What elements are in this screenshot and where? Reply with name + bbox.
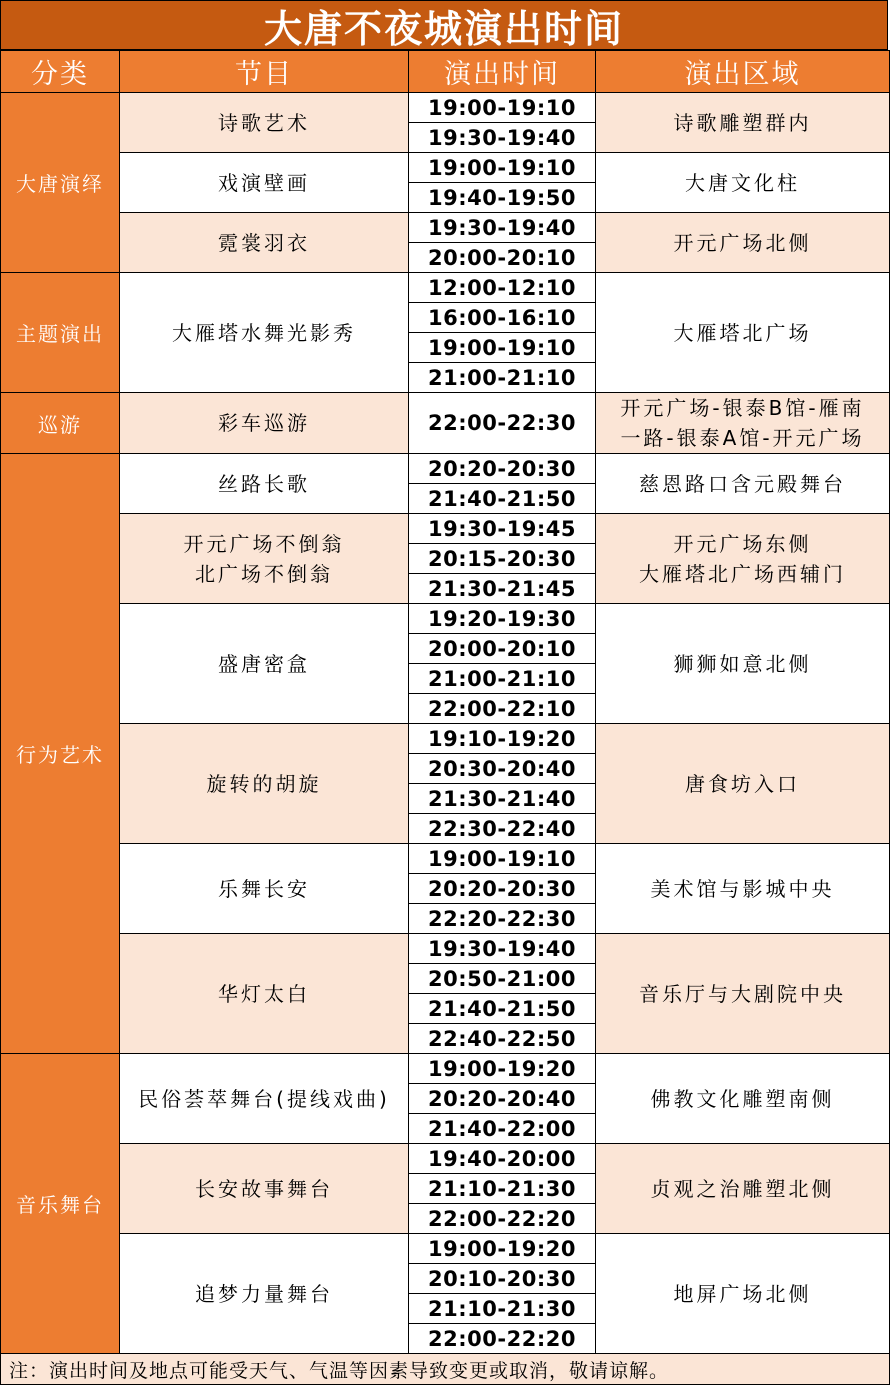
text-line: 华灯太白 — [218, 981, 310, 1006]
text-line: 诗歌雕塑群内 — [673, 110, 812, 135]
text-line: 诗歌艺术 — [218, 110, 310, 135]
text-line: 狮狮如意北侧 — [673, 651, 812, 676]
location-cell — [596, 724, 890, 844]
time-cell: 21:40-21:50 — [409, 484, 596, 514]
program-cell — [120, 844, 409, 934]
text-line: 大雁塔水舞光影秀 — [172, 320, 356, 345]
text-line: 音乐厅与大剧院中央 — [639, 981, 846, 1006]
time-cell: 22:00-22:20 — [409, 1204, 596, 1234]
time-cell: 20:00-20:10 — [409, 634, 596, 664]
program-cell — [120, 1234, 409, 1354]
table-row — [1, 213, 890, 243]
time-cell: 20:20-20:40 — [409, 1084, 596, 1114]
text-line: 北广场不倒翁 — [195, 561, 333, 586]
table-row — [1, 604, 890, 634]
text-line: 戏演壁画 — [218, 170, 310, 195]
program-cell — [120, 1144, 409, 1234]
time-cell: 19:20-19:30 — [409, 604, 596, 634]
time-cell: 19:00-19:10 — [409, 93, 596, 123]
table-row — [1, 934, 890, 964]
time-cell: 21:30-21:40 — [409, 784, 596, 814]
time-cell: 22:00-22:30 — [409, 393, 596, 454]
time-cell: 19:10-19:20 — [409, 724, 596, 754]
time-cell: 19:00-19:20 — [409, 1234, 596, 1264]
time-cell: 20:20-20:30 — [409, 454, 596, 484]
location-cell — [596, 213, 890, 273]
category-cell: 音乐舞台 — [1, 1054, 120, 1354]
header-location: 演出区域 — [596, 51, 890, 93]
text-line: 霓裳羽衣 — [218, 230, 310, 255]
text-line: 大唐文化柱 — [685, 170, 800, 195]
location-cell — [596, 153, 890, 213]
time-cell: 20:50-21:00 — [409, 964, 596, 994]
table-row — [1, 1144, 890, 1174]
time-cell: 19:40-19:50 — [409, 183, 596, 213]
time-cell: 19:30-19:45 — [409, 514, 596, 544]
table-row — [1, 93, 890, 123]
program-cell — [120, 273, 409, 393]
time-cell: 22:00-22:20 — [409, 1324, 596, 1354]
header-program: 节目 — [120, 51, 409, 93]
location-cell — [596, 454, 890, 514]
time-cell: 21:00-21:10 — [409, 664, 596, 694]
program-cell — [120, 1054, 409, 1144]
time-cell: 19:00-19:10 — [409, 333, 596, 363]
time-cell: 21:30-21:45 — [409, 574, 596, 604]
location-cell — [596, 1144, 890, 1234]
category-cell: 大唐演绎 — [1, 93, 120, 273]
time-cell: 20:15-20:30 — [409, 544, 596, 574]
time-cell: 22:40-22:50 — [409, 1024, 596, 1054]
text-line: 开元广场东侧 — [673, 531, 812, 556]
location-cell — [596, 1234, 890, 1354]
text-line: 追梦力量舞台 — [195, 1281, 333, 1306]
header-category: 分类 — [1, 51, 120, 93]
header-time: 演出时间 — [409, 51, 596, 93]
table-row — [1, 273, 890, 303]
time-cell: 20:30-20:40 — [409, 754, 596, 784]
time-cell: 16:00-16:10 — [409, 303, 596, 333]
text-line: 一路-银泰A馆-开元广场 — [620, 426, 865, 450]
location-cell — [596, 844, 890, 934]
text-line: 唐食坊入口 — [685, 771, 800, 796]
note-row — [1, 1354, 890, 1385]
time-cell: 21:40-22:00 — [409, 1114, 596, 1144]
text-line: 大雁塔北广场 — [673, 320, 812, 345]
text-line: 大雁塔北广场西辅门 — [639, 561, 846, 586]
text-line: 乐舞长安 — [218, 876, 310, 901]
text-line: 开元广场-银泰B馆-雁南 — [620, 396, 865, 420]
time-cell: 12:00-12:10 — [409, 273, 596, 303]
time-cell: 21:10-21:30 — [409, 1294, 596, 1324]
text-line: 地屏广场北侧 — [673, 1281, 812, 1306]
category-cell: 主题演出 — [1, 273, 120, 393]
schedule-body — [1, 51, 890, 1385]
category-cell: 行为艺术 — [1, 454, 120, 1054]
text-line: 开元广场不倒翁 — [183, 531, 345, 556]
program-cell — [120, 514, 409, 604]
table-row — [1, 1054, 890, 1084]
location-cell — [596, 393, 890, 454]
text-line: 开元广场北侧 — [673, 230, 812, 255]
time-cell: 19:00-19:20 — [409, 1054, 596, 1084]
time-cell: 19:30-19:40 — [409, 123, 596, 153]
text-line: 慈恩路口含元殿舞台 — [639, 471, 846, 496]
text-line: 民俗荟萃舞台(提线戏曲) — [138, 1086, 390, 1111]
time-cell: 20:20-20:30 — [409, 874, 596, 904]
table-row — [1, 844, 890, 874]
location-cell — [596, 273, 890, 393]
text-line: 盛唐密盒 — [218, 651, 310, 676]
program-cell — [120, 213, 409, 273]
text-line: 丝路长歌 — [218, 471, 310, 496]
page-title: 大唐不夜城演出时间 — [0, 0, 888, 50]
header-row — [1, 51, 890, 93]
location-cell — [596, 934, 890, 1054]
location-cell — [596, 1054, 890, 1144]
location-cell — [596, 93, 890, 153]
footnote: 注：演出时间及地点可能受天气、气温等因素导致变更或取消，敬请谅解。 — [1, 1354, 890, 1385]
table-row — [1, 153, 890, 183]
table-row — [1, 724, 890, 754]
program-cell — [120, 724, 409, 844]
program-cell — [120, 454, 409, 514]
program-cell — [120, 93, 409, 153]
time-cell: 22:30-22:40 — [409, 814, 596, 844]
time-cell: 21:10-21:30 — [409, 1174, 596, 1204]
time-cell: 21:40-21:50 — [409, 994, 596, 1024]
time-cell: 22:20-22:30 — [409, 904, 596, 934]
time-cell: 19:40-20:00 — [409, 1144, 596, 1174]
program-cell — [120, 393, 409, 454]
time-cell: 19:30-19:40 — [409, 934, 596, 964]
text-line: 美术馆与影城中央 — [650, 876, 835, 901]
schedule-table — [0, 50, 890, 1385]
program-cell — [120, 153, 409, 213]
text-line: 彩车巡游 — [218, 411, 310, 435]
table-row — [1, 454, 890, 484]
time-cell: 19:00-19:10 — [409, 153, 596, 183]
time-cell: 21:00-21:10 — [409, 363, 596, 393]
table-row — [1, 1234, 890, 1264]
text-line: 贞观之治雕塑北侧 — [650, 1176, 835, 1201]
time-cell: 20:00-20:10 — [409, 243, 596, 273]
category-cell: 巡游 — [1, 393, 120, 454]
table-row — [1, 393, 890, 454]
program-cell — [120, 934, 409, 1054]
text-line: 佛教文化雕塑南侧 — [650, 1086, 835, 1111]
time-cell: 19:00-19:10 — [409, 844, 596, 874]
table-row — [1, 514, 890, 544]
time-cell: 19:30-19:40 — [409, 213, 596, 243]
text-line: 旋转的胡旋 — [206, 771, 322, 796]
time-cell: 20:10-20:30 — [409, 1264, 596, 1294]
text-line: 长安故事舞台 — [195, 1176, 333, 1201]
program-cell — [120, 604, 409, 724]
time-cell: 22:00-22:10 — [409, 694, 596, 724]
location-cell — [596, 604, 890, 724]
location-cell — [596, 514, 890, 604]
